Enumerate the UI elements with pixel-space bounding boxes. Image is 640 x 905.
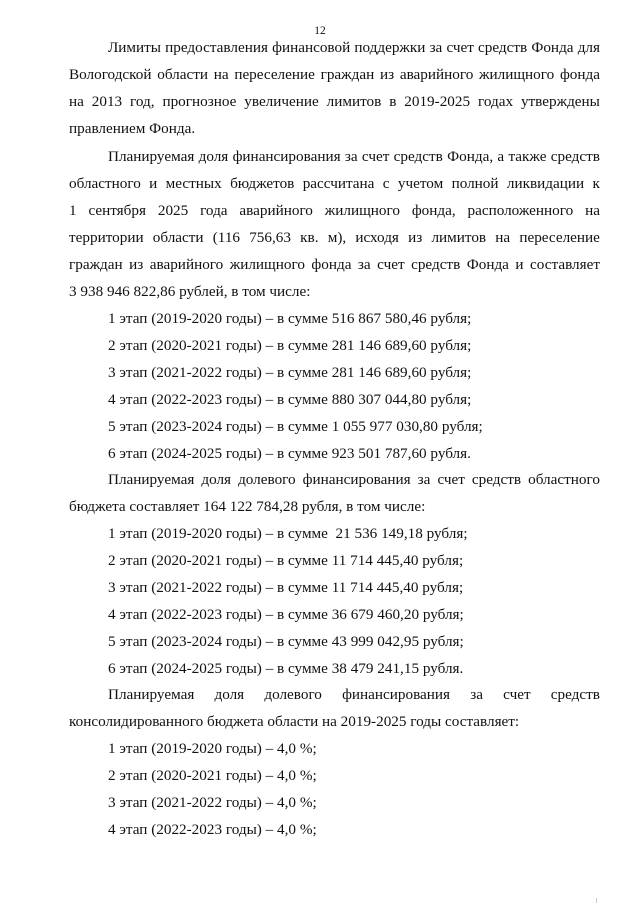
text-line: областного и местных бюджетов рассчитана с учетом полной ликвидации к: [69, 175, 600, 192]
text-line: 3 этап (2021-2022 годы) – в сумме 11 714 445,40 рубля;: [108, 579, 464, 596]
text-line: Планируемая доля финансирования за счет средств Фонда, а также средств: [108, 148, 600, 165]
text-line: 5 этап (2023-2024 годы) – в сумме 43 999 042,95 рубля;: [108, 633, 464, 650]
text-line: на 2013 год, прогнозное увеличение лимитов в 2019-2025 годах утверждены: [69, 93, 600, 110]
text-line: 5 этап (2023-2024 годы) – в сумме 1 055 977 030,80 рубля;: [108, 418, 483, 435]
text-line: Лимиты предоставления финансовой поддержки за счет средств Фонда для: [108, 39, 600, 56]
text-line: консолидированного бюджета области на 2019-2025 годы составляет:: [69, 713, 520, 730]
text-line: 1 сентября 2025 года аварийного жилищного фонда, расположенного на: [69, 202, 600, 219]
text-line: Планируемая доля долевого финансирования за счет средств областного: [108, 471, 600, 488]
text-line: Планируемая доля долевого финансирования за счет средств: [108, 686, 600, 703]
text-line: 1 этап (2019-2020 годы) – в сумме 21 536 149,18 рубля;: [108, 525, 468, 542]
text-line: правлением Фонда.: [69, 120, 196, 137]
text-line: 1 этап (2019-2020 годы) – 4,0 %;: [108, 740, 317, 757]
text-line: граждан из аварийного жилищного фонда за счет средств Фонда и составляет: [69, 256, 600, 273]
text-line: 4 этап (2022-2023 годы) – 4,0 %;: [108, 821, 317, 838]
text-line: 4 этап (2022-2023 годы) – в сумме 880 307 044,80 рубля;: [108, 391, 472, 408]
text-line: 3 этап (2021-2022 годы) – 4,0 %;: [108, 794, 317, 811]
text-line: 2 этап (2020-2021 годы) – в сумме 11 714 445,40 рубля;: [108, 552, 464, 569]
text-line: территории области (116 756,63 кв. м), исходя из лимитов на переселение: [69, 229, 600, 246]
text-line: 4 этап (2022-2023 годы) – в сумме 36 679 460,20 рубля;: [108, 606, 464, 623]
text-line: 6 этап (2024-2025 годы) – в сумме 923 501 787,60 рубля.: [108, 445, 471, 462]
text-line: 1 этап (2019-2020 годы) – в сумме 516 867 580,46 рубля;: [108, 310, 472, 327]
page-number: 12: [314, 25, 326, 37]
text-line: бюджета составляет 164 122 784,28 рубля, в том числе:: [69, 498, 426, 515]
text-line: 6 этап (2024-2025 годы) – в сумме 38 479 241,15 рубля.: [108, 660, 464, 677]
text-line: 3 938 946 822,86 рублей, в том числе:: [69, 283, 311, 300]
scan-mark: [596, 898, 597, 903]
text-line: 2 этап (2020-2021 годы) – в сумме 281 146 689,60 рубля;: [108, 337, 472, 354]
text-line: 2 этап (2020-2021 годы) – 4,0 %;: [108, 767, 317, 784]
text-line: Вологодской области на переселение граждан из аварийного жилищного фонда: [69, 66, 600, 83]
text-line: 3 этап (2021-2022 годы) – в сумме 281 146 689,60 рубля;: [108, 364, 472, 381]
